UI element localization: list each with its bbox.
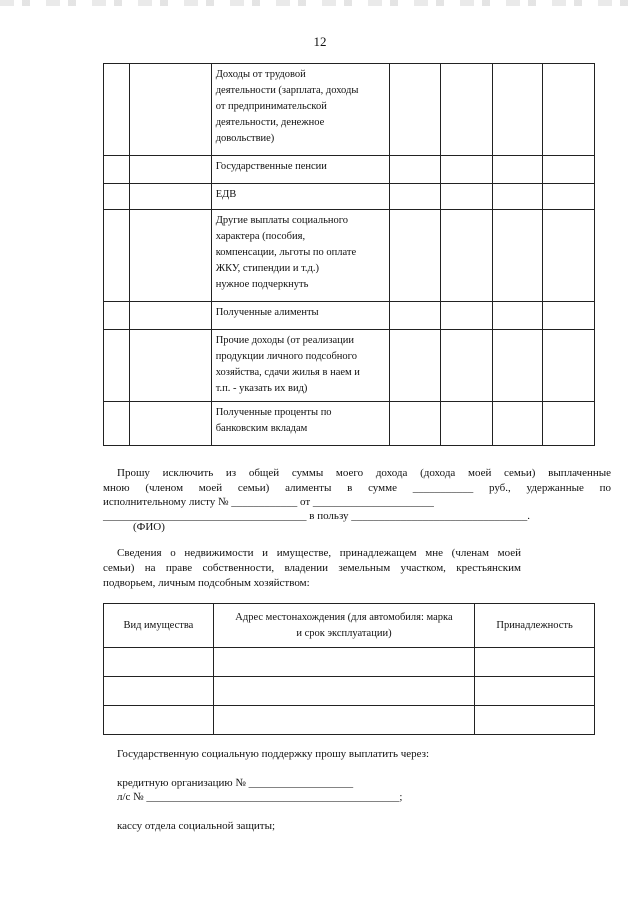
payment-intro: Государственную социальную поддержку прошу выплатить через: [117, 748, 430, 760]
income-empty-cell [493, 302, 543, 330]
income-empty-cell [493, 156, 543, 184]
income-label-cell [211, 184, 389, 210]
income-row [104, 64, 595, 156]
income-empty-cell [104, 64, 130, 156]
income-label-cell [211, 156, 389, 184]
income-label-cell [211, 64, 389, 156]
property-empty-cell [475, 706, 595, 735]
income-label-line: Доходы от трудовой [215, 69, 306, 80]
income-empty-cell [129, 64, 211, 156]
income-empty-cell [129, 156, 211, 184]
property-row [104, 706, 595, 735]
property-empty-cell [475, 677, 595, 706]
income-label-line: Полученные алименты [215, 307, 319, 318]
income-empty-cell [493, 64, 543, 156]
income-label-line: Другие выплаты социального [215, 215, 349, 226]
income-label-line: нужное подчеркнуть [215, 279, 309, 290]
income-label-line: довольствие) [215, 133, 275, 144]
income-label-line: компенсации, льготы по оплате [215, 247, 357, 258]
income-empty-cell [441, 156, 493, 184]
income-empty-cell [543, 210, 595, 302]
payment-credit-org: кредитную организацию № ___________________ [117, 777, 354, 789]
income-label-line: хозяйства, сдачи жилья в наем и [215, 367, 360, 378]
property-header-owner: Принадлежность [475, 604, 595, 648]
scan-edge-noise [0, 0, 640, 6]
income-label-line: Прочие доходы (от реализации [215, 335, 354, 346]
income-empty-cell [104, 402, 130, 446]
income-empty-cell [389, 184, 441, 210]
income-empty-cell [104, 330, 130, 402]
income-empty-cell [543, 330, 595, 402]
property-header-address-line-1: Адрес местонахождения (для автомобиля: марка [235, 611, 453, 623]
income-empty-cell [389, 210, 441, 302]
income-empty-cell [104, 302, 130, 330]
property-empty-cell [104, 648, 214, 677]
income-empty-cell [493, 402, 543, 446]
property-empty-cell [104, 706, 214, 735]
property-row [104, 648, 595, 677]
income-row [104, 330, 595, 402]
income-label-cell [211, 210, 389, 302]
income-empty-cell [389, 302, 441, 330]
income-empty-cell [543, 64, 595, 156]
income-empty-cell [441, 64, 493, 156]
income-empty-cell [441, 184, 493, 210]
income-label-line: Полученные проценты по [215, 407, 332, 418]
income-label-line: продукции личного подсобного [215, 351, 357, 362]
income-empty-cell [104, 184, 130, 210]
income-label-cell [211, 402, 389, 446]
alimony-line-3: исполнительному листу № ____________ от ______________________ [103, 496, 434, 508]
income-empty-cell [104, 156, 130, 184]
payment-cash: кассу отдела социальной защиты; [117, 820, 276, 832]
income-empty-cell [493, 330, 543, 402]
property-header-address [213, 604, 474, 648]
income-empty-cell [389, 402, 441, 446]
income-empty-cell [129, 302, 211, 330]
income-empty-cell [493, 184, 543, 210]
income-row [104, 210, 595, 302]
income-label-line: ЖКУ, стипендии и т.д.) [215, 263, 319, 274]
income-empty-cell [129, 330, 211, 402]
income-empty-cell [389, 156, 441, 184]
income-empty-cell [543, 184, 595, 210]
property-empty-cell [213, 706, 474, 735]
income-label-line: Государственные пенсии [215, 161, 327, 172]
income-empty-cell [129, 184, 211, 210]
alimony-line-4: _____________________________________ в пользу ________________________________. [103, 510, 531, 522]
property-empty-cell [104, 677, 214, 706]
income-label-line: ЕДВ [215, 189, 237, 200]
income-row [104, 402, 595, 446]
income-empty-cell [441, 210, 493, 302]
income-empty-cell [441, 402, 493, 446]
property-header-address-line-2: и срок эксплуатации) [296, 627, 392, 639]
income-empty-cell [441, 302, 493, 330]
income-label-cell [211, 302, 389, 330]
income-label-line: от предпринимательской [215, 101, 327, 112]
income-empty-cell [543, 402, 595, 446]
alimony-line-2: мною (членом моей семьи) алименты в сумме ___________ руб., удержанные по [103, 482, 611, 494]
income-label-line: характера (пособия, [215, 231, 306, 242]
property-table [103, 603, 595, 735]
income-table [103, 63, 595, 446]
income-empty-cell [543, 156, 595, 184]
property-header-type: Вид имущества [104, 604, 214, 648]
income-label-line: банковским вкладам [215, 423, 308, 434]
income-empty-cell [389, 64, 441, 156]
income-label-cell [211, 330, 389, 402]
income-empty-cell [493, 210, 543, 302]
page-number: 12 [313, 34, 327, 49]
income-empty-cell [129, 402, 211, 446]
income-label-line: деятельности (зарплата, доходы [215, 85, 359, 96]
property-row [104, 677, 595, 706]
income-label-line: т.п. - указать их вид) [215, 383, 308, 394]
property-empty-cell [213, 677, 474, 706]
payment-account: л/с № ______________________________________________; [117, 791, 403, 803]
income-empty-cell [129, 210, 211, 302]
income-label-line: деятельности, денежное [215, 117, 325, 128]
income-empty-cell [441, 330, 493, 402]
income-empty-cell [104, 210, 130, 302]
income-row [104, 302, 595, 330]
income-empty-cell [543, 302, 595, 330]
property-line-3: подворьем, личным подсобным хозяйством: [103, 577, 310, 589]
property-empty-cell [475, 648, 595, 677]
fio-caption: (ФИО) [133, 521, 165, 533]
property-line-1: Сведения о недвижимости и имуществе, принадлежащем мне (членам моей [117, 547, 521, 559]
income-empty-cell [389, 330, 441, 402]
income-row [104, 156, 595, 184]
property-line-2: семьи) на праве собственности, владении земельным участком, крестьянским [103, 562, 521, 574]
property-empty-cell [213, 648, 474, 677]
alimony-line-1: Прошу исключить из общей суммы моего дохода (дохода моей семьи) выплаченные [117, 467, 611, 479]
income-row [104, 184, 595, 210]
